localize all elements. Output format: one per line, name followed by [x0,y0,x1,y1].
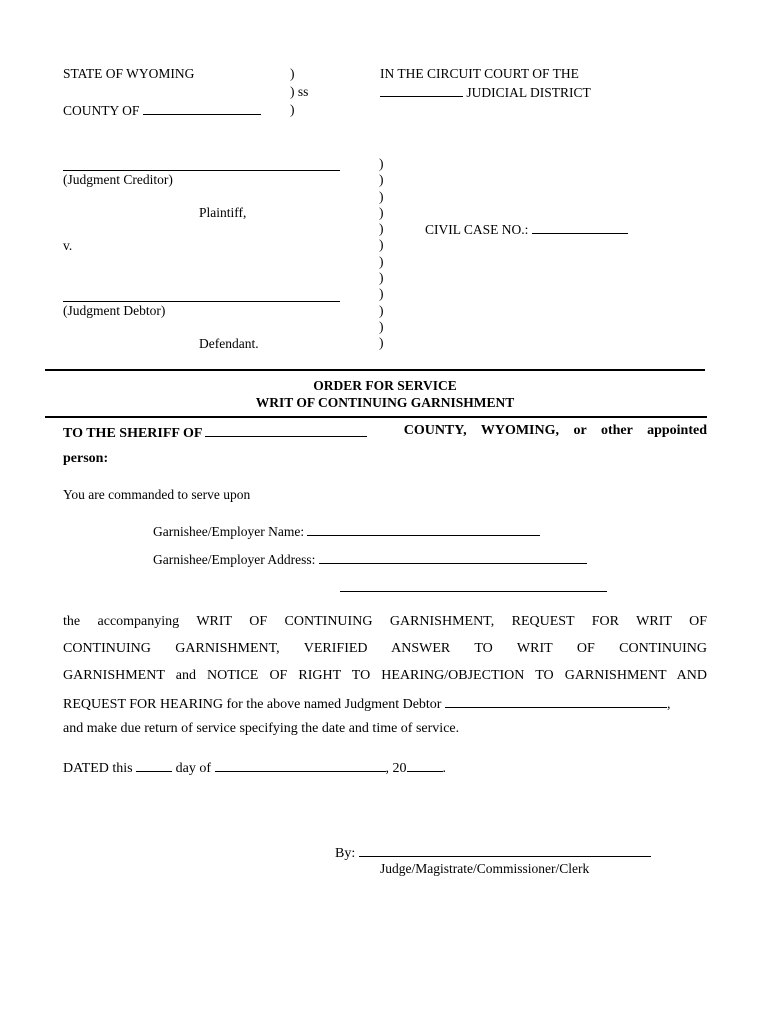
dated-day-blank[interactable] [136,759,172,772]
paragraph-line-1: the accompanying WRIT OF CONTINUING GARNISHMENT, REQUEST FOR WRIT OF [63,614,707,629]
defendant-label: Defendant. [199,336,259,351]
ss-paren-mid: ) ss [290,84,309,99]
creditor-name-line[interactable] [63,170,340,171]
to-sheriff-prefix-wrap [63,423,367,442]
county-label: COUNTY OF [63,103,140,118]
sheriff-county-blank[interactable] [205,423,367,437]
dated-prefix: DATED this [63,761,133,776]
to-sheriff-suffix: COUNTY, WYOMING, or other appointed [403,423,707,438]
to-sheriff-line [63,423,707,442]
garnishee-address-line-2[interactable] [340,591,607,592]
garnishee-name-row [153,523,540,540]
dated-month-blank[interactable] [215,759,386,772]
debtor-label: (Judgment Debtor) [63,303,166,318]
paragraph-line-2: CONTINUING GARNISHMENT, VERIFIED ANSWER TO WRIT OF CONTINUING [63,641,707,656]
paragraph-line-5: and make due return of service specifying the date and time of service. [63,721,460,736]
county-blank[interactable] [143,102,261,115]
title-bottom-rule [45,416,707,418]
garnishee-address-blank[interactable] [319,551,587,564]
debtor-name-line[interactable] [63,301,340,302]
paragraph-line-4-comma: , [666,697,671,712]
commanded-text: You are commanded to serve upon [63,487,251,502]
dated-day-of: day of [175,761,212,776]
caption-paren-column: ) ) ) ) ) ) ) ) ) ) ) ) [379,156,384,351]
district-blank[interactable] [380,84,463,97]
versus-label: v. [63,238,73,253]
garnishee-name-blank[interactable] [307,523,540,536]
by-label: By: [335,846,356,861]
dated-year-blank[interactable] [407,759,443,772]
title-top-rule [45,369,705,371]
state-label: STATE OF WYOMING [63,66,195,81]
paragraph-line-4-text: REQUEST FOR HEARING for the above named Judgment Debtor [63,697,442,712]
dated-line [63,759,446,777]
person-label: person: [63,451,109,466]
case-number-blank[interactable] [532,221,628,234]
paragraph-line-3: GARNISHMENT and NOTICE OF RIGHT TO HEARING/OBJECTION TO GARNISHMENT AND [63,668,707,683]
to-sheriff-prefix: TO THE SHERIFF OF [63,426,202,441]
creditor-label: (Judgment Creditor) [63,172,173,187]
signature-row [335,844,651,862]
title-line-2: WRIT OF CONTINUING GARNISHMENT [255,395,515,410]
plaintiff-label: Plaintiff, [199,205,247,220]
dated-year-prefix: , 20 [385,761,407,776]
title-line-1: ORDER FOR SERVICE [313,378,457,393]
ss-paren-top: ) [290,66,295,81]
case-number-label: CIVIL CASE NO.: [425,222,529,237]
county-line [63,102,261,119]
garnishee-address-row [153,551,587,568]
court-line-2 [380,84,591,101]
signer-title: Judge/Magistrate/Commissioner/Clerk [380,861,590,876]
case-number [425,221,628,238]
district-label: JUDICIAL DISTRICT [466,85,591,100]
judgment-debtor-blank[interactable] [445,695,667,708]
garnishee-address-label: Garnishee/Employer Address: [153,552,316,567]
garnishee-name-label: Garnishee/Employer Name: [153,524,305,539]
dated-end: . [442,761,447,776]
paragraph-line-4 [63,695,670,713]
signature-line[interactable] [359,844,651,857]
court-line-1: IN THE CIRCUIT COURT OF THE [380,66,579,81]
ss-paren-bottom: ) [290,102,295,117]
